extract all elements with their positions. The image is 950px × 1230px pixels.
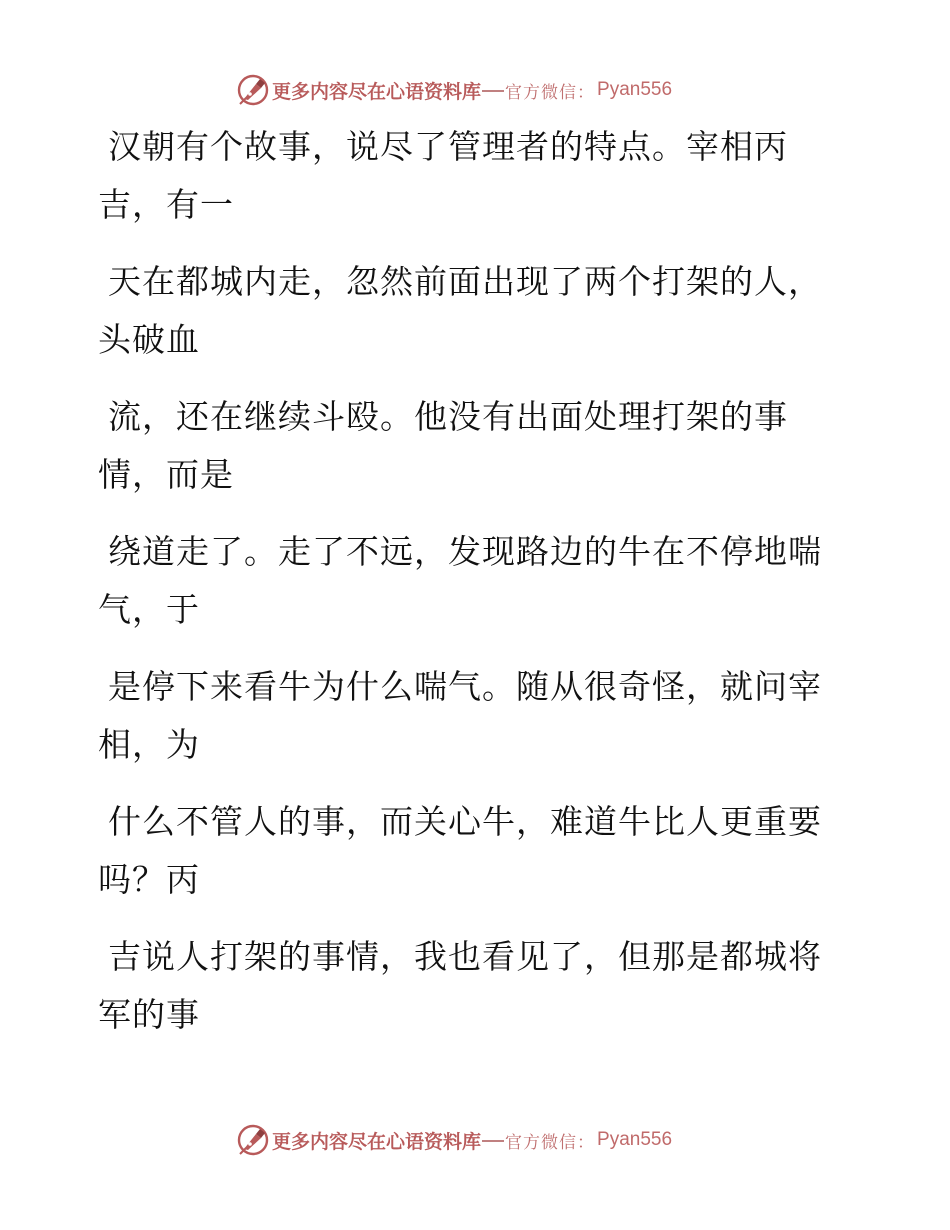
banner-wechat-id: Pyan556 [597, 1129, 673, 1150]
banner-wechat-id: Pyan556 [597, 79, 673, 100]
paragraph [98, 523, 858, 639]
paragraph-line: 是停下来看牛为什么喘气。随从很奇怪，就问宰 [108, 667, 822, 706]
paragraph-line: 头破血 [98, 320, 200, 359]
paragraph [98, 793, 858, 909]
header-watermark-banner [236, 72, 672, 108]
document-body [98, 118, 858, 1044]
pen-nib-logo-icon [236, 73, 270, 107]
paragraph-line: 军的事 [98, 995, 200, 1034]
banner-dash [482, 1140, 504, 1142]
paragraph-line: 气，于 [98, 590, 200, 629]
banner-wechat-label: 官方微信： [505, 82, 596, 103]
paragraph [98, 658, 858, 774]
banner-brand-text: 更多内容尽在心语资料库 [272, 1130, 482, 1153]
paragraph-line: 流，还在继续斗殴。他没有出面处理打架的事 [108, 397, 788, 436]
paragraph-line: 什么不管人的事，而关心牛，难道牛比人更重要 [108, 802, 822, 841]
paragraph-line: 吉，有一 [98, 185, 234, 224]
paragraph-line: 情，而是 [98, 455, 234, 494]
paragraph [98, 388, 858, 504]
banner-dash [482, 90, 504, 92]
paragraph-line: 天在都城内走，忽然前面出现了两个打架的人， [108, 262, 822, 301]
paragraph [98, 118, 858, 234]
pen-nib-logo-icon [236, 1123, 270, 1157]
paragraph-line: 汉朝有个故事，说尽了管理者的特点。宰相丙 [108, 127, 788, 166]
paragraph [98, 928, 858, 1044]
banner-brand-text: 更多内容尽在心语资料库 [272, 80, 482, 103]
paragraph [98, 253, 858, 369]
footer-watermark-banner [236, 1122, 672, 1158]
paragraph-line: 吉说人打架的事情，我也看见了，但那是都城将 [108, 937, 822, 976]
banner-wechat-label: 官方微信： [505, 1132, 596, 1153]
paragraph-line: 吗？丙 [98, 860, 200, 899]
paragraph-line: 绕道走了。走了不远，发现路边的牛在不停地喘 [108, 532, 822, 571]
paragraph-line: 相，为 [98, 725, 200, 764]
